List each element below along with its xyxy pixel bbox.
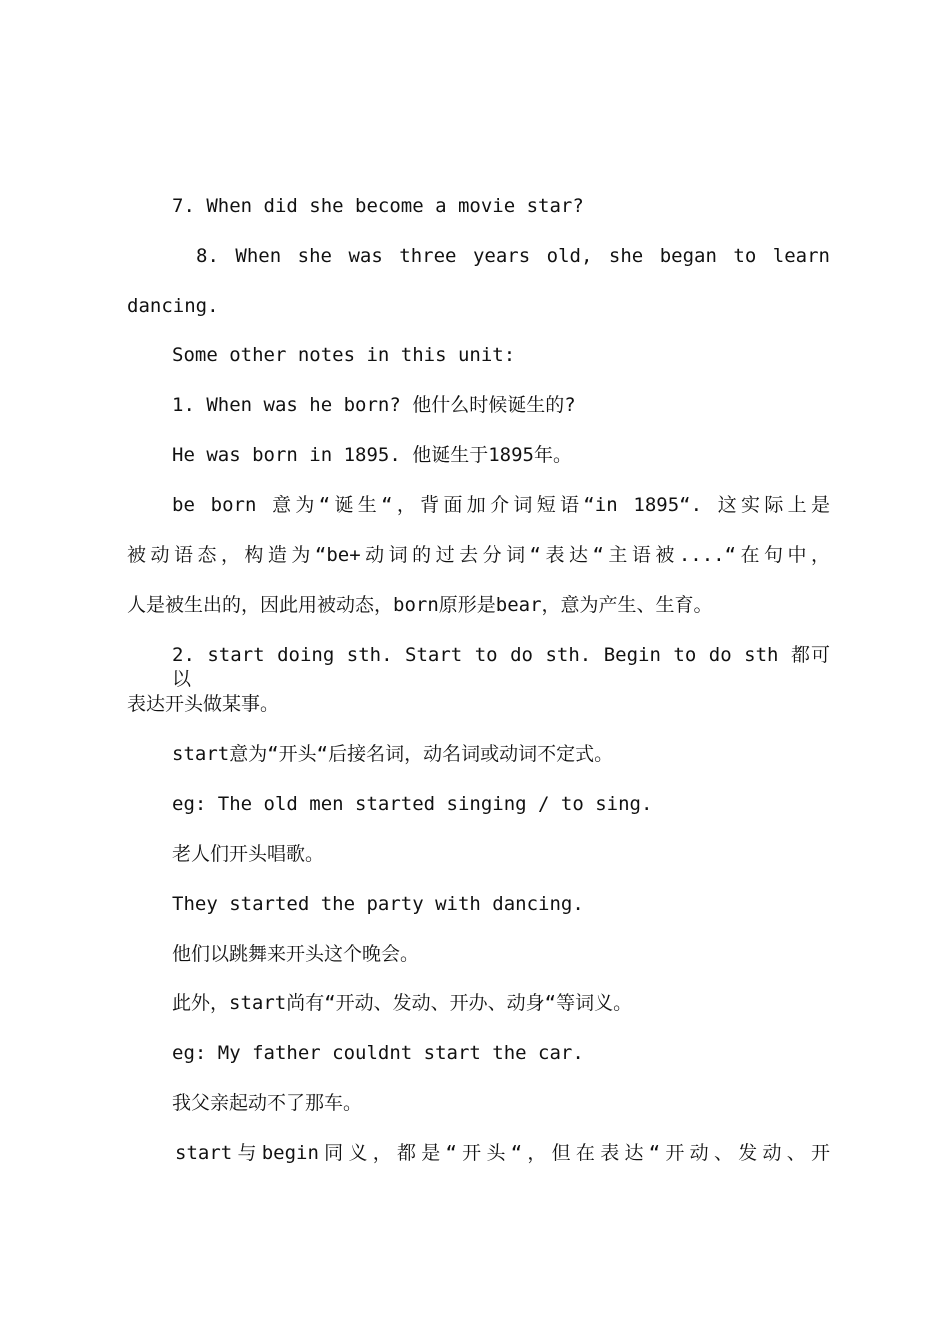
question-7: 7. When did she become a movie star?: [172, 195, 584, 217]
note-1-explanation-line-1: be born 意为“诞生“，背面加介词短语“in 1895“. 这实际上是: [172, 494, 830, 516]
example-2-chinese: 他们以跳舞来开头这个晚会。: [172, 943, 420, 965]
start-meaning: start意为“开头“后接名词，动名词或动词不定式。: [172, 743, 614, 765]
example-3-chinese: 我父亲起动不了那车。: [172, 1092, 363, 1114]
note-2-line-2: 表达开头做某事。: [127, 693, 280, 715]
example-1-english: eg: The old men started singing / to sing.: [172, 793, 653, 815]
answer-8-line-1: 8. When she was three years old, she began to learn: [196, 245, 830, 267]
note-2-line-1: 2. start doing sth. Start to do sth. Begin to do sth 都可以: [172, 644, 830, 690]
notes-heading: Some other notes in this unit:: [172, 344, 516, 366]
note-1-explanation-line-3: 人是被生出的，因此用被动态，born原形是bear，意为产生、生育。: [127, 594, 713, 616]
answer-8-line-2: dancing.: [127, 295, 219, 317]
example-1-chinese: 老人们开头唱歌。: [172, 843, 325, 865]
example-3-english: eg: My father couldnt start the car.: [172, 1042, 584, 1064]
note-1-answer: He was born in 1895. 他诞生于1895年。: [172, 444, 572, 466]
note-1-question: 1. When was he born? 他什么时候诞生的?: [172, 394, 576, 416]
note-1-explanation-line-2: 被动语态，构造为“be+动词的过去分词“表达“主语被....“在句中，: [127, 544, 830, 566]
start-other-meanings: 此外，start尚有“开动、发动、开办、动身“等词义。: [172, 992, 633, 1014]
example-2-english: They started the party with dancing.: [172, 893, 584, 915]
start-begin-comparison: start与begin同义，都是“开头“，但在表达“开动、发动、开: [175, 1142, 830, 1164]
